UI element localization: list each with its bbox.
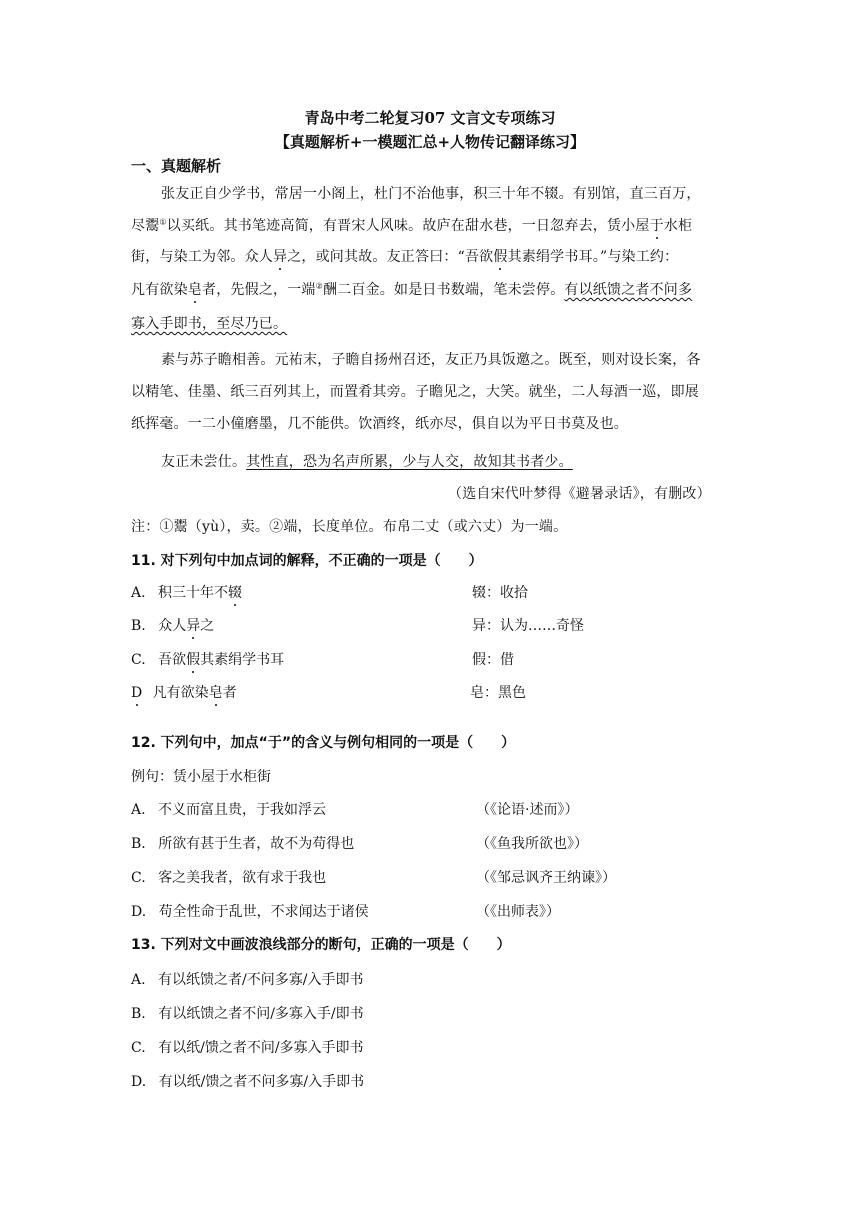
passage-p1-line5 (131, 313, 287, 333)
text-run: 其素绢学书耳 (200, 652, 285, 668)
doc-title-line1: 青岛中考二轮复习07 文言文专项练习 (304, 109, 556, 127)
text-run: 吾欲 (158, 652, 187, 668)
q11-option-c-answer: 假：借 (472, 652, 514, 668)
option-text: 有以纸/馈之者不问多寡/入手即书 (158, 1074, 365, 1090)
q11-option-d (131, 682, 237, 702)
wavy-underlined-text: 有以纸馈之者不问多 (564, 282, 693, 298)
dotted-char-yi: 异 (273, 249, 288, 265)
dotted-char-yu: 于 (649, 218, 664, 234)
dotted-char-jia: 假 (493, 249, 508, 265)
q12-option-c (131, 867, 326, 887)
q11-option-d-answer: 皂：黑色 (470, 685, 526, 701)
passage-p2-line3: 纸挥毫。一二小僮磨墨，几不能供。饮酒终，纸亦尽，俱自以为平日书莫及也。 (131, 416, 628, 432)
passage-p3-line1 (161, 451, 573, 471)
dotted-char: 假 (186, 652, 201, 668)
passage-p2-line1: 素与苏子瞻相善。元祐末，子瞻自扬州召还，友正乃具饭邀之。既至，则对设长案，各 (161, 352, 701, 368)
option-label: B. (131, 618, 146, 634)
text-run: 之，或问其故。友正答曰：“吾欲 (287, 249, 494, 265)
option-text: 有以纸馈之者/不问多寡/入手即书 (158, 972, 364, 988)
option-label: D (131, 685, 143, 701)
q12-option-b (131, 833, 354, 853)
text-run: 水柜 (663, 218, 693, 234)
question-12-stem: 12. 下列句中，加点“于”的含义与例句相同的一项是（ ） (131, 735, 516, 751)
option-label: C. (131, 870, 146, 886)
text-run: 者，先假之，一端 (202, 282, 316, 298)
option-label: B. (131, 836, 146, 852)
option-label: C. (131, 652, 146, 668)
q12-option-d (131, 901, 369, 921)
text-run: 尽鬻 (131, 218, 160, 234)
option-text: 所欲有甚于生者，故不为苟得也 (158, 836, 355, 852)
option-label: C. (131, 1040, 146, 1056)
text-run: 街，与染工为邻。众人 (131, 249, 273, 265)
passage-p1-line2 (131, 215, 692, 235)
dotted-char: 辍 (228, 585, 243, 601)
q11-option-b-answer: 异：认为……奇怪 (472, 618, 584, 634)
text-run: 众人 (158, 618, 187, 634)
passage-source: （选自宋代叶梦得《避暑录话》，有删改） (448, 486, 711, 502)
option-label: A. (131, 972, 146, 988)
q11-option-a-answer: 辍：收拾 (472, 585, 528, 601)
q13-option-a (131, 969, 363, 989)
text-run: 凡有欲染 (131, 282, 188, 298)
text-run: 之 (200, 618, 215, 634)
option-label: D. (131, 904, 147, 920)
text-run: 友正未尝仕。 (161, 454, 247, 470)
question-11-stem: 11. 对下列句中加点词的解释，不正确的一项是（ ） (131, 553, 483, 569)
underlined-text: 其性直，恐为名声所累，少与人交，故知其书者少。 (246, 454, 573, 470)
q12-option-d-source: （《出师表》） (476, 904, 560, 920)
text-run: 酬二百金。如是日书数端，笔未尝停。 (323, 282, 565, 298)
option-text: 客之美我者，欲有求于我也 (158, 870, 327, 886)
dotted-char-zao: 皂 (187, 282, 203, 298)
q13-option-c (131, 1037, 364, 1057)
footnote-marker-1: ① (159, 217, 167, 227)
dotted-char: 异 (186, 618, 201, 634)
text-run: 凡有欲染 (152, 685, 209, 701)
option-label: D. (131, 1074, 147, 1090)
passage-p1-line4 (131, 279, 692, 299)
option-text: 不义而富且贵，于我如浮云 (158, 802, 327, 818)
question-13-stem: 13. 下列对文中画波浪线部分的断句，正确的一项是（ ） (131, 937, 511, 953)
q11-option-c (131, 649, 284, 669)
footnote-marker-2: ② (315, 281, 323, 291)
option-label: B. (131, 1006, 146, 1022)
section-heading: 一、真题解析 (131, 157, 222, 175)
option-text: 有以纸馈之者不问/多寡入手/即书 (158, 1006, 364, 1022)
q12-option-a (131, 799, 326, 819)
q13-option-b (131, 1003, 364, 1023)
passage-p1-line3 (131, 246, 678, 266)
q12-example: 例句：赁小屋于水柜街 (131, 769, 271, 785)
doc-title-line2: 【真题解析+一模题汇总+人物传记翻译练习】 (274, 133, 586, 151)
text-run: 其素绢学书耳。”与染工约： (507, 249, 679, 265)
text-run: 以买纸。其书笔迹高简，有晋宋人风味。故庐在甜水巷，一日忽弃去，赁小屋 (166, 218, 650, 234)
wavy-underlined-text: 寡入手即书，至尽乃已。 (131, 316, 288, 332)
q12-option-a-source: （《论语·述而》） (476, 802, 579, 818)
text-run: 者 (222, 685, 237, 701)
q12-option-b-source: （《鱼我所欲也》） (476, 836, 588, 852)
dotted-char: 皂 (208, 685, 223, 701)
option-text: 苟全性命于乱世，不求闻达于诸侯 (158, 904, 369, 920)
option-label: A. (131, 585, 146, 601)
q11-option-a (131, 582, 242, 602)
q12-option-c-source: （《邹忌讽齐王纳谏》） (476, 870, 616, 886)
option-text: 有以纸/馈之者不问/多寡入手即书 (158, 1040, 364, 1056)
passage-note: 注：①鬻（yù），卖。②端，长度单位。布帛二丈（或六丈）为一端。 (131, 519, 568, 535)
passage-p1-line1: 张友正自少学书，常居一小阁上，杜门不治他事，积三十年不辍。有别馆，直三百万， (161, 186, 701, 202)
q11-option-b (131, 615, 214, 635)
option-label: A. (131, 802, 146, 818)
text-run: 积三十年不 (158, 585, 229, 601)
q13-option-d (131, 1071, 364, 1091)
passage-p2-line2: 以精笔、佳墨、纸三百列其上，而置肴其旁。子瞻见之，大笑。就坐，二人每酒一巡，即展 (131, 384, 699, 400)
